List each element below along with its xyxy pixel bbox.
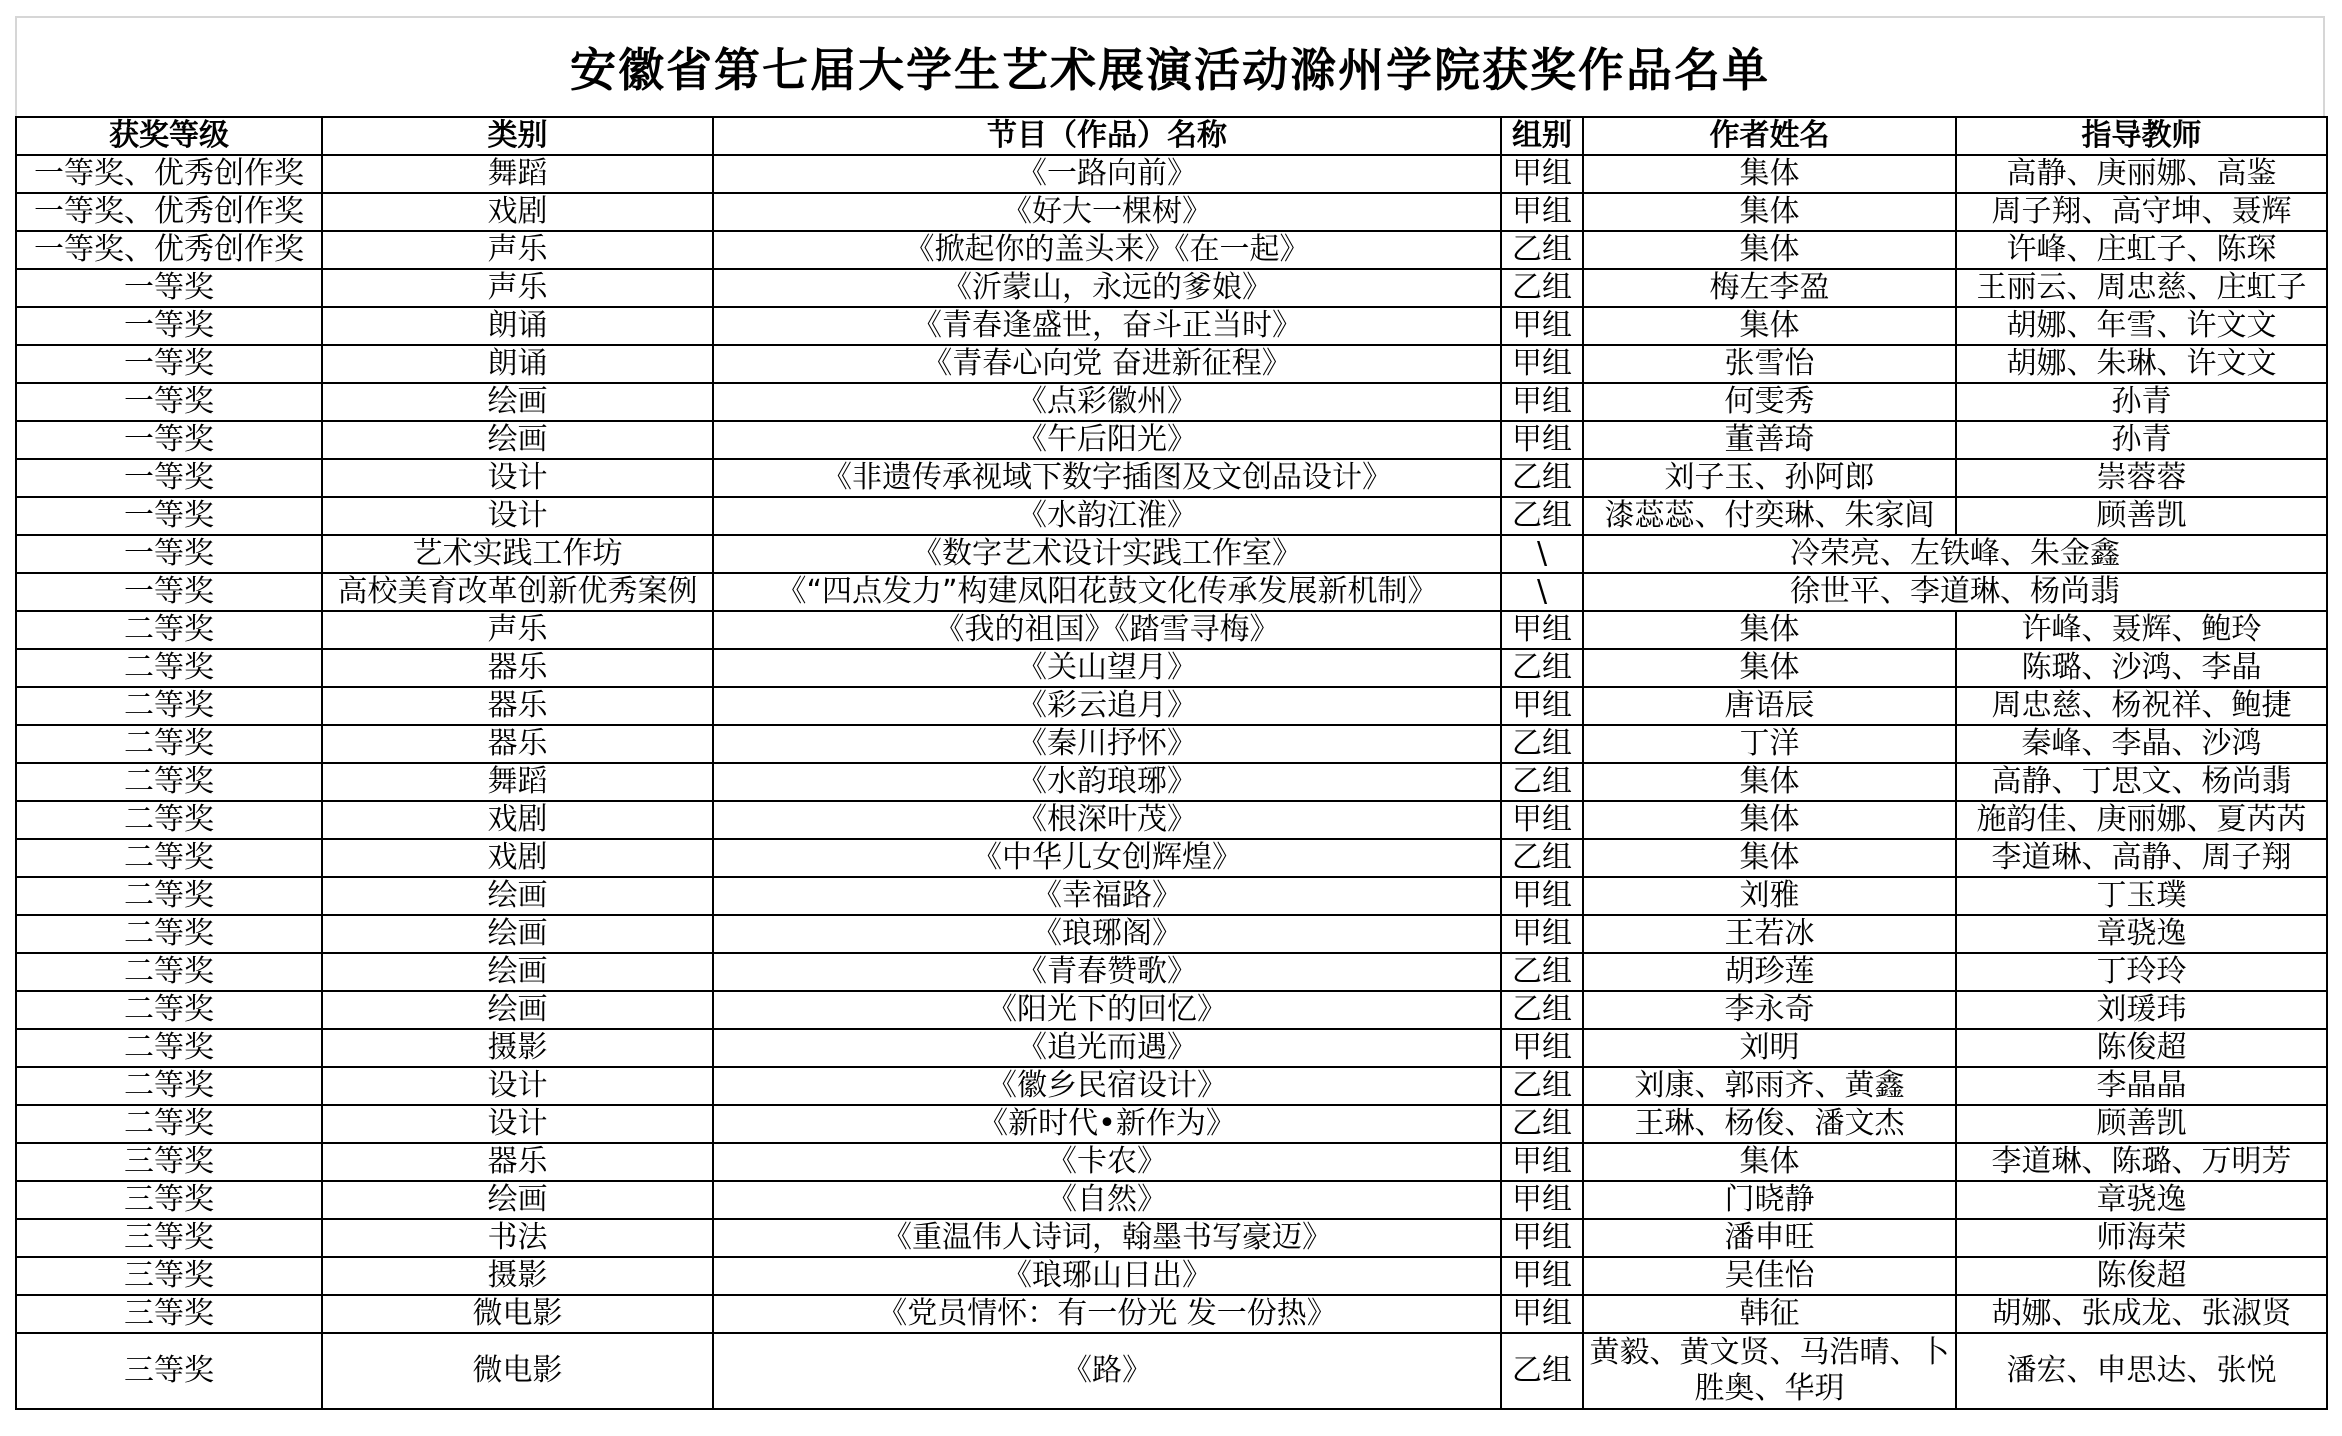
cell-work-name: 《琅琊阁》 (713, 915, 1501, 953)
cell-work-name: 《水韵江淮》 (713, 497, 1501, 535)
cell-award-level: 一等奖 (16, 573, 322, 611)
cell-teacher: 许峰、庄虹子、陈琛 (1956, 231, 2327, 269)
cell-work-name: 《“四点发力”构建凤阳花鼓文化传承发展新机制》 (713, 573, 1501, 611)
cell-category: 微电影 (322, 1333, 713, 1409)
cell-award-level: 二等奖 (16, 687, 322, 725)
cell-group: 乙组 (1501, 1067, 1583, 1105)
cell-group: 甲组 (1501, 1143, 1583, 1181)
cell-award-level: 三等奖 (16, 1181, 322, 1219)
table-row (16, 269, 2327, 307)
awards-table (15, 116, 2328, 1410)
cell-teacher: 孙青 (1956, 383, 2327, 421)
cell-author: 集体 (1583, 1143, 1956, 1181)
cell-category: 绘画 (322, 1181, 713, 1219)
cell-award-level: 二等奖 (16, 991, 322, 1029)
cell-award-level: 一等奖 (16, 383, 322, 421)
cell-category: 朗诵 (322, 345, 713, 383)
cell-category: 舞蹈 (322, 155, 713, 193)
header-award-level: 获奖等级 (16, 117, 322, 155)
cell-award-level: 二等奖 (16, 649, 322, 687)
table-row (16, 1219, 2327, 1257)
cell-work-name: 《重温伟人诗词，翰墨书写豪迈》 (713, 1219, 1501, 1257)
cell-group: 乙组 (1501, 497, 1583, 535)
cell-category: 器乐 (322, 687, 713, 725)
cell-work-name: 《徽乡民宿设计》 (713, 1067, 1501, 1105)
cell-teacher: 胡娜、张成龙、张淑贤 (1956, 1295, 2327, 1333)
cell-group: 乙组 (1501, 763, 1583, 801)
cell-category: 器乐 (322, 1143, 713, 1181)
table-row (16, 953, 2327, 991)
cell-author: 张雪怡 (1583, 345, 1956, 383)
cell-teacher: 师海荣 (1956, 1219, 2327, 1257)
cell-teacher: 崇蓉蓉 (1956, 459, 2327, 497)
cell-award-level: 三等奖 (16, 1295, 322, 1333)
cell-group: 乙组 (1501, 459, 1583, 497)
header-author: 作者姓名 (1583, 117, 1956, 155)
cell-group: 甲组 (1501, 1181, 1583, 1219)
cell-group: 乙组 (1501, 725, 1583, 763)
cell-author: 韩征 (1583, 1295, 1956, 1333)
cell-teacher: 周子翔、高守坤、聂辉 (1956, 193, 2327, 231)
cell-category: 器乐 (322, 649, 713, 687)
cell-award-level: 二等奖 (16, 953, 322, 991)
cell-award-level: 二等奖 (16, 801, 322, 839)
cell-category: 书法 (322, 1219, 713, 1257)
cell-group: 乙组 (1501, 839, 1583, 877)
cell-teacher: 顾善凯 (1956, 497, 2327, 535)
cell-category: 绘画 (322, 953, 713, 991)
cell-award-level: 三等奖 (16, 1219, 322, 1257)
cell-award-level: 一等奖、优秀创作奖 (16, 193, 322, 231)
table-row (16, 1295, 2327, 1333)
cell-teacher: 陈俊超 (1956, 1029, 2327, 1067)
cell-teacher: 李道琳、陈璐、万明芳 (1956, 1143, 2327, 1181)
cell-category: 绘画 (322, 421, 713, 459)
cell-category: 器乐 (322, 725, 713, 763)
cell-award-level: 二等奖 (16, 877, 322, 915)
cell-work-name: 《一路向前》 (713, 155, 1501, 193)
cell-award-level: 三等奖 (16, 1333, 322, 1409)
table-row (16, 307, 2327, 345)
cell-author: 王若冰 (1583, 915, 1956, 953)
cell-work-name: 《路》 (713, 1333, 1501, 1409)
cell-group: 甲组 (1501, 801, 1583, 839)
cell-author: 何雯秀 (1583, 383, 1956, 421)
cell-teacher: 秦峰、李晶、沙鸿 (1956, 725, 2327, 763)
table-row (16, 1333, 2327, 1409)
table-row (16, 231, 2327, 269)
table-row (16, 725, 2327, 763)
cell-group: 甲组 (1501, 383, 1583, 421)
table-body (16, 155, 2327, 1409)
cell-group: 甲组 (1501, 1029, 1583, 1067)
cell-category: 绘画 (322, 383, 713, 421)
cell-author: 集体 (1583, 307, 1956, 345)
cell-work-name: 《青春逢盛世，奋斗正当时》 (713, 307, 1501, 345)
cell-group: 乙组 (1501, 231, 1583, 269)
cell-category: 设计 (322, 497, 713, 535)
cell-teacher: 刘瑗玮 (1956, 991, 2327, 1029)
cell-author: 唐语辰 (1583, 687, 1956, 725)
cell-author-teacher-merged: 冷荣亮、左铁峰、朱金鑫 (1583, 535, 2327, 573)
cell-work-name: 《青春赞歌》 (713, 953, 1501, 991)
cell-teacher: 章骁逸 (1956, 915, 2327, 953)
cell-work-name: 《根深叶茂》 (713, 801, 1501, 839)
table-row (16, 345, 2327, 383)
cell-category: 微电影 (322, 1295, 713, 1333)
table-row (16, 687, 2327, 725)
cell-category: 艺术实践工作坊 (322, 535, 713, 573)
cell-award-level: 二等奖 (16, 915, 322, 953)
table-row (16, 1143, 2327, 1181)
table-header-row (16, 117, 2327, 155)
table-row (16, 193, 2327, 231)
cell-teacher: 章骁逸 (1956, 1181, 2327, 1219)
cell-category: 戏剧 (322, 801, 713, 839)
cell-work-name: 《新时代•新作为》 (713, 1105, 1501, 1143)
cell-work-name: 《卡农》 (713, 1143, 1501, 1181)
cell-category: 设计 (322, 1067, 713, 1105)
cell-group: 乙组 (1501, 953, 1583, 991)
cell-category: 绘画 (322, 991, 713, 1029)
cell-author: 集体 (1583, 649, 1956, 687)
cell-category: 声乐 (322, 269, 713, 307)
cell-group: 乙组 (1501, 649, 1583, 687)
cell-award-level: 一等奖 (16, 497, 322, 535)
cell-teacher: 李道琳、高静、周子翔 (1956, 839, 2327, 877)
cell-teacher: 周忠慈、杨祝祥、鲍捷 (1956, 687, 2327, 725)
cell-award-level: 二等奖 (16, 611, 322, 649)
cell-category: 摄影 (322, 1257, 713, 1295)
header-group: 组别 (1501, 117, 1583, 155)
cell-author: 集体 (1583, 611, 1956, 649)
cell-group: 甲组 (1501, 345, 1583, 383)
cell-author: 集体 (1583, 763, 1956, 801)
cell-work-name: 《秦川抒怀》 (713, 725, 1501, 763)
cell-author: 潘申旺 (1583, 1219, 1956, 1257)
cell-author: 胡珍莲 (1583, 953, 1956, 991)
cell-work-name: 《青春心向党 奋进新征程》 (713, 345, 1501, 383)
cell-category: 舞蹈 (322, 763, 713, 801)
page-title: 安徽省第七届大学生艺术展演活动滁州学院获奖作品名单 (570, 43, 1770, 97)
cell-group: 乙组 (1501, 1105, 1583, 1143)
table-row (16, 383, 2327, 421)
cell-work-name: 《午后阳光》 (713, 421, 1501, 459)
cell-group: 甲组 (1501, 611, 1583, 649)
cell-teacher: 孙青 (1956, 421, 2327, 459)
cell-group: 甲组 (1501, 915, 1583, 953)
cell-group: 甲组 (1501, 193, 1583, 231)
cell-award-level: 二等奖 (16, 725, 322, 763)
cell-group: 乙组 (1501, 991, 1583, 1029)
cell-work-name: 《好大一棵树》 (713, 193, 1501, 231)
table-row (16, 1257, 2327, 1295)
cell-author: 门晓静 (1583, 1181, 1956, 1219)
cell-author: 刘子玉、孙阿郎 (1583, 459, 1956, 497)
table-row (16, 421, 2327, 459)
cell-teacher: 施韵佳、庚丽娜、夏芮芮 (1956, 801, 2327, 839)
title-cell (15, 16, 2325, 116)
cell-work-name: 《沂蒙山，永远的爹娘》 (713, 269, 1501, 307)
cell-author-teacher-merged: 徐世平、李道琳、杨尚翡 (1583, 573, 2327, 611)
cell-group: 甲组 (1501, 1219, 1583, 1257)
table-row (16, 497, 2327, 535)
cell-award-level: 一等奖 (16, 307, 322, 345)
cell-group: 甲组 (1501, 421, 1583, 459)
cell-author: 集体 (1583, 801, 1956, 839)
table-row (16, 1105, 2327, 1143)
table-row (16, 459, 2327, 497)
cell-award-level: 二等奖 (16, 1105, 322, 1143)
cell-group: \ (1501, 573, 1583, 611)
header-teacher: 指导教师 (1956, 117, 2327, 155)
table-row (16, 839, 2327, 877)
cell-group: 乙组 (1501, 1333, 1583, 1409)
table-row (16, 877, 2327, 915)
cell-teacher: 陈璐、沙鸿、李晶 (1956, 649, 2327, 687)
table-row (16, 1181, 2327, 1219)
table-row (16, 801, 2327, 839)
table-row (16, 155, 2327, 193)
cell-work-name: 《关山望月》 (713, 649, 1501, 687)
cell-teacher: 高静、庚丽娜、高鉴 (1956, 155, 2327, 193)
cell-author: 集体 (1583, 155, 1956, 193)
cell-award-level: 一等奖 (16, 421, 322, 459)
cell-category: 声乐 (322, 611, 713, 649)
cell-group: 甲组 (1501, 155, 1583, 193)
table-row (16, 573, 2327, 611)
cell-group: 甲组 (1501, 307, 1583, 345)
table-row (16, 763, 2327, 801)
cell-award-level: 二等奖 (16, 763, 322, 801)
table-row (16, 1067, 2327, 1105)
cell-award-level: 三等奖 (16, 1257, 322, 1295)
cell-work-name: 《彩云追月》 (713, 687, 1501, 725)
header-work-name: 节目（作品）名称 (713, 117, 1501, 155)
cell-teacher: 陈俊超 (1956, 1257, 2327, 1295)
cell-author: 黄毅、黄文贤、马浩晴、卜胜奥、华玥 (1583, 1333, 1956, 1409)
cell-author: 梅左李盈 (1583, 269, 1956, 307)
cell-work-name: 《水韵琅琊》 (713, 763, 1501, 801)
cell-category: 戏剧 (322, 193, 713, 231)
cell-teacher: 高静、丁思文、杨尚翡 (1956, 763, 2327, 801)
cell-author: 吴佳怡 (1583, 1257, 1956, 1295)
cell-author: 集体 (1583, 231, 1956, 269)
table-row (16, 611, 2327, 649)
cell-work-name: 《琅琊山日出》 (713, 1257, 1501, 1295)
cell-teacher: 许峰、聂辉、鲍玲 (1956, 611, 2327, 649)
cell-author: 集体 (1583, 193, 1956, 231)
cell-work-name: 《党员情怀：有一份光 发一份热》 (713, 1295, 1501, 1333)
cell-author: 刘康、郭雨齐、黄鑫 (1583, 1067, 1956, 1105)
cell-author: 刘明 (1583, 1029, 1956, 1067)
cell-category: 摄影 (322, 1029, 713, 1067)
cell-author: 董善琦 (1583, 421, 1956, 459)
table-row (16, 535, 2327, 573)
cell-category: 朗诵 (322, 307, 713, 345)
cell-category: 设计 (322, 1105, 713, 1143)
cell-work-name: 《非遗传承视域下数字插图及文创品设计》 (713, 459, 1501, 497)
cell-teacher: 胡娜、年雪、许文文 (1956, 307, 2327, 345)
cell-author: 李永奇 (1583, 991, 1956, 1029)
table-row (16, 649, 2327, 687)
cell-category: 设计 (322, 459, 713, 497)
cell-teacher: 顾善凯 (1956, 1105, 2327, 1143)
cell-work-name: 《点彩徽州》 (713, 383, 1501, 421)
cell-teacher: 丁玲玲 (1956, 953, 2327, 991)
cell-award-level: 三等奖 (16, 1143, 322, 1181)
cell-award-level: 一等奖 (16, 535, 322, 573)
table-row (16, 991, 2327, 1029)
cell-author: 王琳、杨俊、潘文杰 (1583, 1105, 1956, 1143)
cell-teacher: 胡娜、朱琳、许文文 (1956, 345, 2327, 383)
cell-award-level: 二等奖 (16, 1029, 322, 1067)
cell-category: 绘画 (322, 877, 713, 915)
table-row (16, 915, 2327, 953)
cell-teacher: 潘宏、申思达、张悦 (1956, 1333, 2327, 1409)
cell-group: 甲组 (1501, 877, 1583, 915)
cell-author: 漆蕊蕊、付奕琳、朱家闾 (1583, 497, 1956, 535)
cell-work-name: 《自然》 (713, 1181, 1501, 1219)
cell-category: 绘画 (322, 915, 713, 953)
cell-work-name: 《阳光下的回忆》 (713, 991, 1501, 1029)
cell-category: 高校美育改革创新优秀案例 (322, 573, 713, 611)
cell-award-level: 一等奖 (16, 269, 322, 307)
cell-teacher: 李晶晶 (1956, 1067, 2327, 1105)
table-row (16, 1029, 2327, 1067)
cell-author: 集体 (1583, 839, 1956, 877)
cell-work-name: 《数字艺术设计实践工作室》 (713, 535, 1501, 573)
cell-award-level: 一等奖、优秀创作奖 (16, 155, 322, 193)
cell-work-name: 《掀起你的盖头来》《在一起》 (713, 231, 1501, 269)
cell-author: 刘雅 (1583, 877, 1956, 915)
cell-author: 丁洋 (1583, 725, 1956, 763)
cell-work-name: 《幸福路》 (713, 877, 1501, 915)
cell-group: \ (1501, 535, 1583, 573)
cell-category: 声乐 (322, 231, 713, 269)
cell-award-level: 一等奖 (16, 459, 322, 497)
cell-group: 乙组 (1501, 269, 1583, 307)
cell-teacher: 王丽云、周忠慈、庄虹子 (1956, 269, 2327, 307)
cell-teacher: 丁玉璞 (1956, 877, 2327, 915)
cell-work-name: 《我的祖国》《踏雪寻梅》 (713, 611, 1501, 649)
header-category: 类别 (322, 117, 713, 155)
cell-group: 甲组 (1501, 687, 1583, 725)
cell-category: 戏剧 (322, 839, 713, 877)
cell-award-level: 一等奖 (16, 345, 322, 383)
cell-award-level: 二等奖 (16, 839, 322, 877)
cell-award-level: 一等奖、优秀创作奖 (16, 231, 322, 269)
cell-work-name: 《中华儿女创辉煌》 (713, 839, 1501, 877)
cell-award-level: 二等奖 (16, 1067, 322, 1105)
cell-work-name: 《追光而遇》 (713, 1029, 1501, 1067)
cell-group: 甲组 (1501, 1295, 1583, 1333)
cell-group: 甲组 (1501, 1257, 1583, 1295)
